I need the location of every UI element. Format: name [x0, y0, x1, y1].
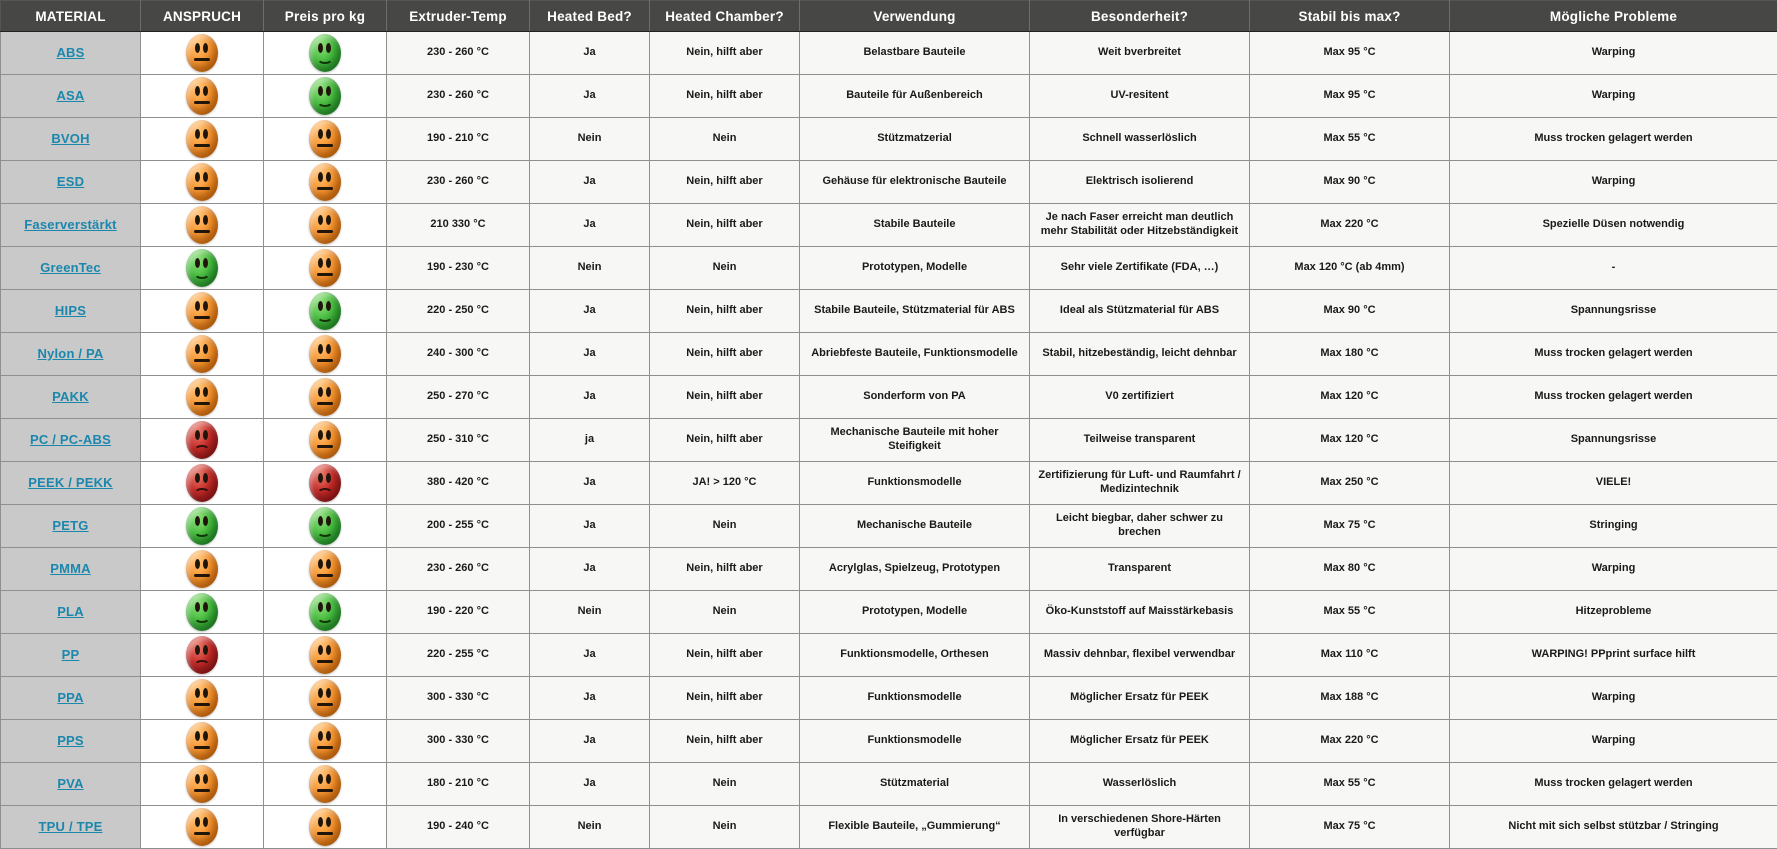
cell-extruder-temp: 230 - 260 °C — [387, 548, 530, 591]
table-row-pmma — [1, 548, 1777, 591]
cell-besonderheit: Möglicher Ersatz für PEEK — [1030, 677, 1250, 720]
cell-extruder-temp: 380 - 420 °C — [387, 462, 530, 505]
table-row-hips — [1, 290, 1777, 333]
material-cell — [1, 419, 141, 462]
orange-neutral-face-icon — [309, 120, 341, 158]
preis-rating-cell — [264, 677, 387, 720]
cell-besonderheit: Leicht biegbar, daher schwer zu brechen — [1030, 505, 1250, 548]
cell-probleme: Warping — [1450, 677, 1777, 720]
cell-heated-bed: Ja — [530, 505, 650, 548]
material-cell — [1, 806, 141, 849]
cell-besonderheit: Je nach Faser erreicht man deutlich mehr Stabilität oder Hitzebständigkeit — [1030, 204, 1250, 247]
material-cell — [1, 204, 141, 247]
cell-besonderheit: Stabil, hitzebeständig, leicht dehnbar — [1030, 333, 1250, 376]
preis-rating-cell — [264, 419, 387, 462]
cell-besonderheit: Möglicher Ersatz für PEEK — [1030, 720, 1250, 763]
table-row-abs — [1, 32, 1777, 75]
orange-neutral-face-icon — [309, 163, 341, 201]
orange-neutral-face-icon — [309, 679, 341, 717]
material-link-pakk[interactable]: PAKK — [52, 389, 89, 404]
preis-rating-cell — [264, 161, 387, 204]
cell-heated-bed: ja — [530, 419, 650, 462]
cell-stabil-bis: Max 80 °C — [1250, 548, 1450, 591]
cell-extruder-temp: 180 - 210 °C — [387, 763, 530, 806]
material-cell — [1, 634, 141, 677]
cell-stabil-bis: Max 220 °C — [1250, 720, 1450, 763]
cell-extruder-temp: 300 - 330 °C — [387, 720, 530, 763]
anspruch-rating-cell — [141, 806, 264, 849]
column-header-stabil-bis-max: Stabil bis max? — [1250, 1, 1450, 32]
material-cell — [1, 505, 141, 548]
cell-probleme: Warping — [1450, 75, 1777, 118]
material-link-pla[interactable]: PLA — [57, 604, 84, 619]
cell-heated-chamber: Nein, hilft aber — [650, 634, 800, 677]
green-happy-face-icon — [309, 292, 341, 330]
cell-heated-chamber: Nein — [650, 806, 800, 849]
table-row-greentec — [1, 247, 1777, 290]
cell-heated-bed: Ja — [530, 204, 650, 247]
cell-extruder-temp: 230 - 260 °C — [387, 75, 530, 118]
cell-probleme: Muss trocken gelagert werden — [1450, 118, 1777, 161]
orange-neutral-face-icon — [186, 808, 218, 846]
column-header-anspruch: ANSPRUCH — [141, 1, 264, 32]
orange-neutral-face-icon — [309, 722, 341, 760]
anspruch-rating-cell — [141, 161, 264, 204]
cell-stabil-bis: Max 90 °C — [1250, 161, 1450, 204]
cell-extruder-temp: 250 - 270 °C — [387, 376, 530, 419]
anspruch-rating-cell — [141, 548, 264, 591]
green-happy-face-icon — [309, 77, 341, 115]
cell-heated-bed: Nein — [530, 591, 650, 634]
cell-extruder-temp: 190 - 220 °C — [387, 591, 530, 634]
cell-verwendung: Funktionsmodelle — [800, 462, 1030, 505]
orange-neutral-face-icon — [186, 292, 218, 330]
material-link-petg[interactable]: PETG — [52, 518, 88, 533]
material-link-pc-pc-abs[interactable]: PC / PC-ABS — [30, 432, 111, 447]
cell-extruder-temp: 220 - 250 °C — [387, 290, 530, 333]
cell-heated-chamber: Nein, hilft aber — [650, 290, 800, 333]
preis-rating-cell — [264, 763, 387, 806]
cell-heated-bed: Ja — [530, 75, 650, 118]
anspruch-rating-cell — [141, 505, 264, 548]
cell-besonderheit: V0 zertifiziert — [1030, 376, 1250, 419]
header-row — [1, 1, 1777, 32]
cell-verwendung: Flexible Bauteile, „Gummierung“ — [800, 806, 1030, 849]
preis-rating-cell — [264, 591, 387, 634]
table-row-pakk — [1, 376, 1777, 419]
anspruch-rating-cell — [141, 333, 264, 376]
preis-rating-cell — [264, 75, 387, 118]
orange-neutral-face-icon — [186, 722, 218, 760]
table-row-pp — [1, 634, 1777, 677]
table-row-asa — [1, 75, 1777, 118]
cell-heated-bed: Ja — [530, 548, 650, 591]
material-cell — [1, 376, 141, 419]
orange-neutral-face-icon — [186, 679, 218, 717]
cell-stabil-bis: Max 75 °C — [1250, 505, 1450, 548]
cell-stabil-bis: Max 250 °C — [1250, 462, 1450, 505]
column-header-verwendung: Verwendung — [800, 1, 1030, 32]
cell-besonderheit: UV-resitent — [1030, 75, 1250, 118]
anspruch-rating-cell — [141, 720, 264, 763]
material-cell — [1, 462, 141, 505]
cell-probleme: Muss trocken gelagert werden — [1450, 376, 1777, 419]
material-link-nylon-pa[interactable]: Nylon / PA — [37, 346, 103, 361]
anspruch-rating-cell — [141, 634, 264, 677]
cell-verwendung: Stützmatzerial — [800, 118, 1030, 161]
cell-heated-bed: Ja — [530, 677, 650, 720]
cell-heated-chamber: Nein, hilft aber — [650, 419, 800, 462]
orange-neutral-face-icon — [309, 636, 341, 674]
green-happy-face-icon — [186, 507, 218, 545]
cell-stabil-bis: Max 180 °C — [1250, 333, 1450, 376]
orange-neutral-face-icon — [309, 378, 341, 416]
green-happy-face-icon — [186, 249, 218, 287]
table-header — [1, 1, 1777, 32]
cell-besonderheit: Schnell wasserlöslich — [1030, 118, 1250, 161]
cell-besonderheit: Zertifizierung für Luft- und Raumfahrt / Medizintechnik — [1030, 462, 1250, 505]
anspruch-rating-cell — [141, 204, 264, 247]
column-header-extruder-temp: Extruder-Temp — [387, 1, 530, 32]
material-cell — [1, 32, 141, 75]
cell-besonderheit: Elektrisch isolierend — [1030, 161, 1250, 204]
cell-extruder-temp: 200 - 255 °C — [387, 505, 530, 548]
orange-neutral-face-icon — [186, 378, 218, 416]
cell-heated-chamber: Nein, hilft aber — [650, 161, 800, 204]
anspruch-rating-cell — [141, 290, 264, 333]
cell-heated-chamber: Nein — [650, 763, 800, 806]
cell-stabil-bis: Max 75 °C — [1250, 806, 1450, 849]
cell-heated-bed: Ja — [530, 634, 650, 677]
cell-besonderheit: Sehr viele Zertifikate (FDA, …) — [1030, 247, 1250, 290]
cell-stabil-bis: Max 55 °C — [1250, 763, 1450, 806]
cell-heated-chamber: Nein, hilft aber — [650, 677, 800, 720]
green-happy-face-icon — [186, 593, 218, 631]
material-link-pva[interactable]: PVA — [57, 776, 83, 791]
cell-verwendung: Stabile Bauteile — [800, 204, 1030, 247]
table-row-nylon-pa — [1, 333, 1777, 376]
material-link-peek-pekk[interactable]: PEEK / PEKK — [28, 475, 113, 490]
cell-besonderheit: Massiv dehnbar, flexibel verwendbar — [1030, 634, 1250, 677]
anspruch-rating-cell — [141, 75, 264, 118]
cell-heated-bed: Nein — [530, 806, 650, 849]
cell-stabil-bis: Max 110 °C — [1250, 634, 1450, 677]
table-row-peek-pekk — [1, 462, 1777, 505]
cell-besonderheit: Öko-Kunststoff auf Maisstärkebasis — [1030, 591, 1250, 634]
anspruch-rating-cell — [141, 462, 264, 505]
red-sad-face-icon — [309, 464, 341, 502]
orange-neutral-face-icon — [309, 550, 341, 588]
column-header-material: MATERIAL — [1, 1, 141, 32]
cell-heated-chamber: Nein, hilft aber — [650, 548, 800, 591]
cell-extruder-temp: 190 - 210 °C — [387, 118, 530, 161]
cell-probleme: Warping — [1450, 32, 1777, 75]
cell-verwendung: Mechanische Bauteile — [800, 505, 1030, 548]
anspruch-rating-cell — [141, 376, 264, 419]
cell-probleme: Stringing — [1450, 505, 1777, 548]
table-row-pc-pc-abs — [1, 419, 1777, 462]
preis-rating-cell — [264, 32, 387, 75]
cell-verwendung: Abriebfeste Bauteile, Funktionsmodelle — [800, 333, 1030, 376]
anspruch-rating-cell — [141, 32, 264, 75]
cell-stabil-bis: Max 220 °C — [1250, 204, 1450, 247]
cell-verwendung: Belastbare Bauteile — [800, 32, 1030, 75]
material-cell — [1, 548, 141, 591]
cell-extruder-temp: 250 - 310 °C — [387, 419, 530, 462]
cell-besonderheit: Weit bverbreitet — [1030, 32, 1250, 75]
cell-heated-bed: Ja — [530, 290, 650, 333]
material-link-pps[interactable]: PPS — [57, 733, 84, 748]
cell-heated-bed: Nein — [530, 247, 650, 290]
material-cell — [1, 247, 141, 290]
cell-probleme: Spannungsrisse — [1450, 290, 1777, 333]
cell-heated-bed: Ja — [530, 763, 650, 806]
material-cell — [1, 763, 141, 806]
red-sad-face-icon — [186, 421, 218, 459]
orange-neutral-face-icon — [186, 550, 218, 588]
cell-heated-bed: Ja — [530, 161, 650, 204]
orange-neutral-face-icon — [309, 765, 341, 803]
cell-heated-chamber: Nein, hilft aber — [650, 204, 800, 247]
cell-heated-bed: Ja — [530, 333, 650, 376]
material-link-tpu-tpe[interactable]: TPU / TPE — [39, 819, 103, 834]
material-link-pp[interactable]: PP — [62, 647, 80, 662]
orange-neutral-face-icon — [186, 120, 218, 158]
cell-probleme: WARPING! PPprint surface hilft — [1450, 634, 1777, 677]
cell-verwendung: Bauteile für Außenbereich — [800, 75, 1030, 118]
material-cell — [1, 118, 141, 161]
red-sad-face-icon — [186, 464, 218, 502]
orange-neutral-face-icon — [309, 206, 341, 244]
column-header-heated-chamber: Heated Chamber? — [650, 1, 800, 32]
cell-extruder-temp: 230 - 260 °C — [387, 32, 530, 75]
cell-besonderheit: Ideal als Stützmaterial für ABS — [1030, 290, 1250, 333]
preis-rating-cell — [264, 505, 387, 548]
cell-verwendung: Prototypen, Modelle — [800, 247, 1030, 290]
material-link-hips[interactable]: HIPS — [55, 303, 86, 318]
cell-besonderheit: Transparent — [1030, 548, 1250, 591]
cell-heated-bed: Nein — [530, 118, 650, 161]
material-cell — [1, 720, 141, 763]
anspruch-rating-cell — [141, 118, 264, 161]
cell-besonderheit: Wasserlöslich — [1030, 763, 1250, 806]
orange-neutral-face-icon — [186, 765, 218, 803]
cell-probleme: Muss trocken gelagert werden — [1450, 763, 1777, 806]
red-sad-face-icon — [186, 636, 218, 674]
orange-neutral-face-icon — [186, 206, 218, 244]
cell-heated-bed: Ja — [530, 462, 650, 505]
cell-verwendung: Acrylglas, Spielzeug, Prototypen — [800, 548, 1030, 591]
cell-probleme: Warping — [1450, 548, 1777, 591]
cell-probleme: Spezielle Düsen notwendig — [1450, 204, 1777, 247]
preis-rating-cell — [264, 204, 387, 247]
cell-extruder-temp: 190 - 230 °C — [387, 247, 530, 290]
cell-heated-chamber: Nein — [650, 591, 800, 634]
table-row-bvoh — [1, 118, 1777, 161]
cell-extruder-temp: 210 330 °C — [387, 204, 530, 247]
material-link-faserverst-rkt[interactable]: Faserverstärkt — [24, 217, 116, 232]
table-row-esd — [1, 161, 1777, 204]
cell-stabil-bis: Max 120 °C — [1250, 376, 1450, 419]
orange-neutral-face-icon — [186, 77, 218, 115]
cell-extruder-temp: 220 - 255 °C — [387, 634, 530, 677]
table-row-faserverst-rkt — [1, 204, 1777, 247]
cell-extruder-temp: 240 - 300 °C — [387, 333, 530, 376]
cell-verwendung: Funktionsmodelle — [800, 677, 1030, 720]
material-cell — [1, 290, 141, 333]
cell-probleme: Warping — [1450, 161, 1777, 204]
orange-neutral-face-icon — [309, 808, 341, 846]
material-cell — [1, 333, 141, 376]
table-row-pps — [1, 720, 1777, 763]
preis-rating-cell — [264, 247, 387, 290]
column-header-m-gliche-probleme: Mögliche Probleme — [1450, 1, 1777, 32]
column-header-besonderheit: Besonderheit? — [1030, 1, 1250, 32]
cell-besonderheit: Teilweise transparent — [1030, 419, 1250, 462]
orange-neutral-face-icon — [186, 163, 218, 201]
cell-heated-chamber: Nein, hilft aber — [650, 720, 800, 763]
material-link-bvoh[interactable]: BVOH — [51, 131, 89, 146]
cell-probleme: - — [1450, 247, 1777, 290]
cell-stabil-bis: Max 188 °C — [1250, 677, 1450, 720]
orange-neutral-face-icon — [309, 421, 341, 459]
cell-verwendung: Funktionsmodelle, Orthesen — [800, 634, 1030, 677]
column-header-heated-bed: Heated Bed? — [530, 1, 650, 32]
cell-heated-bed: Ja — [530, 720, 650, 763]
cell-verwendung: Sonderform von PA — [800, 376, 1030, 419]
preis-rating-cell — [264, 333, 387, 376]
cell-probleme: VIELE! — [1450, 462, 1777, 505]
cell-heated-chamber: Nein — [650, 118, 800, 161]
orange-neutral-face-icon — [186, 335, 218, 373]
cell-extruder-temp: 300 - 330 °C — [387, 677, 530, 720]
cell-verwendung: Stabile Bauteile, Stützmaterial für ABS — [800, 290, 1030, 333]
preis-rating-cell — [264, 634, 387, 677]
material-cell — [1, 677, 141, 720]
preis-rating-cell — [264, 548, 387, 591]
cell-verwendung: Mechanische Bauteile mit hoher Steifigkeit — [800, 419, 1030, 462]
cell-heated-bed: Ja — [530, 376, 650, 419]
orange-neutral-face-icon — [186, 34, 218, 72]
material-cell — [1, 75, 141, 118]
cell-verwendung: Gehäuse für elektronische Bauteile — [800, 161, 1030, 204]
preis-rating-cell — [264, 806, 387, 849]
preis-rating-cell — [264, 462, 387, 505]
cell-heated-chamber: Nein — [650, 247, 800, 290]
cell-extruder-temp: 230 - 260 °C — [387, 161, 530, 204]
cell-probleme: Muss trocken gelagert werden — [1450, 333, 1777, 376]
material-link-ppa[interactable]: PPA — [57, 690, 83, 705]
cell-heated-chamber: Nein, hilft aber — [650, 32, 800, 75]
cell-probleme: Spannungsrisse — [1450, 419, 1777, 462]
green-happy-face-icon — [309, 34, 341, 72]
material-link-pmma[interactable]: PMMA — [50, 561, 91, 576]
cell-stabil-bis: Max 90 °C — [1250, 290, 1450, 333]
preis-rating-cell — [264, 118, 387, 161]
orange-neutral-face-icon — [309, 335, 341, 373]
table-row-pva — [1, 763, 1777, 806]
cell-verwendung: Stützmaterial — [800, 763, 1030, 806]
anspruch-rating-cell — [141, 247, 264, 290]
material-cell — [1, 161, 141, 204]
cell-stabil-bis: Max 95 °C — [1250, 75, 1450, 118]
green-happy-face-icon — [309, 593, 341, 631]
cell-stabil-bis: Max 120 °C — [1250, 419, 1450, 462]
material-cell — [1, 591, 141, 634]
cell-probleme: Hitzeprobleme — [1450, 591, 1777, 634]
cell-heated-chamber: JA! > 120 °C — [650, 462, 800, 505]
cell-heated-chamber: Nein, hilft aber — [650, 333, 800, 376]
cell-stabil-bis: Max 95 °C — [1250, 32, 1450, 75]
cell-stabil-bis: Max 55 °C — [1250, 118, 1450, 161]
cell-verwendung: Funktionsmodelle — [800, 720, 1030, 763]
anspruch-rating-cell — [141, 591, 264, 634]
table-row-ppa — [1, 677, 1777, 720]
anspruch-rating-cell — [141, 677, 264, 720]
preis-rating-cell — [264, 376, 387, 419]
table-row-petg — [1, 505, 1777, 548]
cell-verwendung: Prototypen, Modelle — [800, 591, 1030, 634]
material-link-abs[interactable]: ABS — [56, 45, 84, 60]
preis-rating-cell — [264, 290, 387, 333]
cell-probleme: Warping — [1450, 720, 1777, 763]
table-body — [1, 32, 1777, 849]
green-happy-face-icon — [309, 507, 341, 545]
cell-besonderheit: In verschiedenen Shore-Härten verfügbar — [1030, 806, 1250, 849]
cell-probleme: Nicht mit sich selbst stützbar / Stringing — [1450, 806, 1777, 849]
orange-neutral-face-icon — [309, 249, 341, 287]
cell-heated-chamber: Nein — [650, 505, 800, 548]
material-link-asa[interactable]: ASA — [56, 88, 84, 103]
cell-stabil-bis: Max 55 °C — [1250, 591, 1450, 634]
table-row-tpu-tpe — [1, 806, 1777, 849]
cell-heated-chamber: Nein, hilft aber — [650, 75, 800, 118]
material-link-greentec[interactable]: GreenTec — [40, 260, 101, 275]
cell-stabil-bis: Max 120 °C (ab 4mm) — [1250, 247, 1450, 290]
material-link-esd[interactable]: ESD — [57, 174, 84, 189]
cell-extruder-temp: 190 - 240 °C — [387, 806, 530, 849]
column-header-preis-pro-kg: Preis pro kg — [264, 1, 387, 32]
cell-heated-bed: Ja — [530, 32, 650, 75]
anspruch-rating-cell — [141, 419, 264, 462]
cell-heated-chamber: Nein, hilft aber — [650, 376, 800, 419]
table-row-pla — [1, 591, 1777, 634]
anspruch-rating-cell — [141, 763, 264, 806]
preis-rating-cell — [264, 720, 387, 763]
